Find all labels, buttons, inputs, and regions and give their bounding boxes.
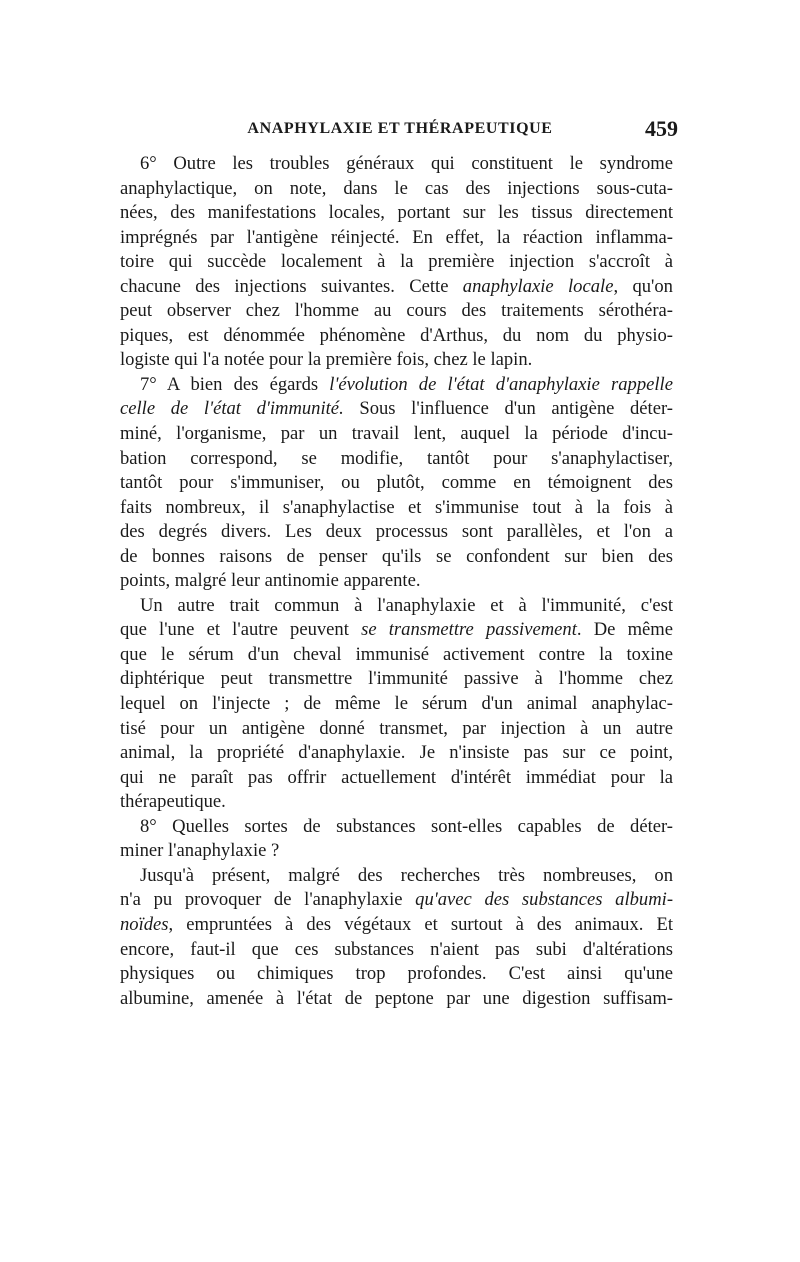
text-line <box>120 692 673 717</box>
text-segment: anaphylactique, on note, dans le cas des injections sous-cuta- <box>120 177 673 199</box>
text-line <box>120 888 673 913</box>
page-header <box>120 116 680 144</box>
text-line <box>120 250 673 275</box>
text-segment: bation correspond, se modifie, tantôt pour s'anaphylactiser, <box>120 447 673 469</box>
text-segment: Jusqu'à présent, malgré des recherches très nombreuses, on <box>140 864 673 886</box>
text-line <box>120 766 673 791</box>
text-line <box>120 201 673 226</box>
text-line <box>120 839 673 864</box>
text-segment: tisé pour un antigène donné transmet, par injection à un autre <box>120 717 673 739</box>
text-segment: que le sérum d'un cheval immunisé activement contre la toxine <box>120 643 673 665</box>
text-line <box>120 447 673 472</box>
text-line <box>120 299 673 324</box>
text-segment: . De même <box>576 619 673 641</box>
text-line <box>120 790 673 815</box>
text-line <box>120 275 673 300</box>
text-segment: peut observer chez l'homme au cours des traitements sérothéra- <box>120 300 673 322</box>
italic-text: qu'avec des substances albumi- <box>415 889 673 911</box>
text-segment: physiques ou chimiques trop profondes. C'est ainsi qu'une <box>120 963 673 985</box>
text-line <box>120 324 673 349</box>
text-line <box>120 667 673 692</box>
text-line <box>120 987 673 1012</box>
text-line <box>120 545 673 570</box>
text-line <box>120 815 673 840</box>
page-number: 459 <box>645 116 678 141</box>
text-segment: lequel on l'injecte ; de même le sérum d'un animal anaphylac- <box>120 693 673 715</box>
text-segment: nées, des manifestations locales, portant sur les tissus directement <box>120 202 673 224</box>
text-segment: imprégnés par l'antigène réinjecté. En effet, la réaction inflamma- <box>120 226 673 248</box>
text-segment: 6° Outre les troubles généraux qui constituent le syndrome <box>140 153 673 174</box>
italic-text: noïdes <box>120 913 169 935</box>
text-segment: encore, faut-il que ces substances n'aient pas subi d'altérations <box>120 938 673 960</box>
text-segment: Un autre trait commun à l'anaphylaxie et à l'immunité, c'est <box>140 594 673 616</box>
text-segment: , empruntées à des végétaux et surtout à des animaux. Et <box>168 913 673 935</box>
italic-text: anaphylaxie locale <box>462 275 614 297</box>
text-line <box>120 520 673 545</box>
text-segment: animal, la propriété d'anaphylaxie. Je n'insiste pas sur ce point, <box>120 742 673 764</box>
text-segment: toire qui succède localement à la première injection s'accroît à <box>120 251 673 273</box>
text-segment: qui ne paraît pas offrir actuellement d'intérêt immédiat pour la <box>120 766 673 788</box>
text-segment: miner l'anaphylaxie ? <box>120 840 280 862</box>
text-segment: 7° A bien des égards <box>140 373 330 395</box>
text-segment: tantôt pour s'immuniser, ou plutôt, comme en témoignent des <box>120 472 673 494</box>
text-segment: albumine, amenée à l'état de peptone par une digestion suffisam- <box>120 987 673 1009</box>
text-segment: n'a pu provoquer de l'anaphylaxie <box>120 889 416 911</box>
text-segment: 8° Quelles sortes de substances sont-elles capables de déter- <box>140 815 673 837</box>
text-line <box>120 618 673 643</box>
text-segment: miné, l'organisme, par un travail lent, auquel la période d'incu- <box>120 423 673 445</box>
text-line <box>120 422 673 447</box>
italic-text: l'évolution de l'état d'anaphylaxie rappelle <box>329 373 673 395</box>
text-segment: , qu'on <box>613 275 673 297</box>
text-segment: de bonnes raisons de penser qu'ils se confondent sur bien des <box>120 545 673 567</box>
text-segment: des degrés divers. Les deux processus sont parallèles, et l'on a <box>120 521 673 543</box>
text-line <box>120 594 673 619</box>
italic-text: se transmettre passivement <box>361 619 577 641</box>
text-line <box>120 397 673 422</box>
text-line <box>120 938 673 963</box>
text-line <box>120 226 673 251</box>
text-line <box>120 152 673 177</box>
text-segment: points, malgré leur antinomie apparente. <box>120 570 421 592</box>
text-segment: piques, est dénommée phénomène d'Arthus, du nom du physio- <box>120 324 673 346</box>
text-line <box>120 569 673 594</box>
text-line <box>120 913 673 938</box>
text-segment: faits nombreux, il s'anaphylactise et s'immunise tout à la fois à <box>120 496 673 518</box>
text-line <box>120 962 673 987</box>
text-line <box>120 177 673 202</box>
running-title: ANAPHYLAXIE ET THÉRAPEUTIQUE <box>247 120 553 137</box>
text-line <box>120 373 673 398</box>
italic-text: celle de l'état d'immunité. <box>120 398 344 420</box>
text-line <box>120 864 673 889</box>
text-segment: thérapeutique. <box>120 791 226 813</box>
text-segment: chacune des injections suivantes. Cette <box>120 275 463 297</box>
text-segment: logiste qui l'a notée pour la première fois, chez le lapin. <box>120 349 533 371</box>
text-line <box>120 643 673 668</box>
text-line <box>120 496 673 521</box>
text-segment: diphtérique peut transmettre l'immunité passive à l'homme chez <box>120 668 673 690</box>
text-line <box>120 471 673 496</box>
text-line <box>120 741 673 766</box>
text-line <box>120 348 673 373</box>
text-segment: Sous l'influence d'un antigène déter- <box>343 398 673 420</box>
body-text <box>120 152 673 1011</box>
text-segment: que l'une et l'autre peuvent <box>120 619 362 641</box>
text-line <box>120 717 673 742</box>
